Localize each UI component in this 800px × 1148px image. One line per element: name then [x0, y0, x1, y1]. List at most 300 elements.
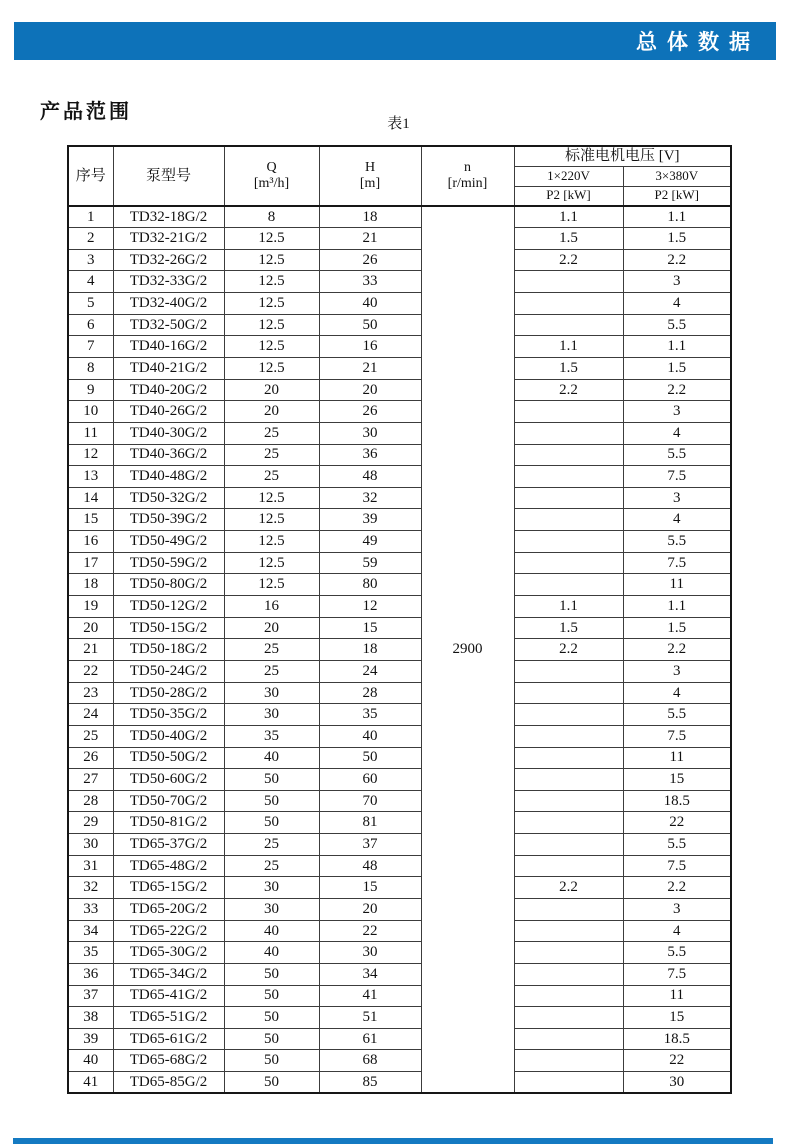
- p380-cell: 3: [623, 487, 731, 509]
- q-cell: 50: [224, 1050, 319, 1072]
- q-cell: 12.5: [224, 293, 319, 315]
- seq-cell: 28: [68, 790, 113, 812]
- p380-cell: 1.5: [623, 357, 731, 379]
- q-cell: 12.5: [224, 336, 319, 358]
- model-cell: TD50-24G/2: [113, 660, 224, 682]
- p380-cell: 1.1: [623, 206, 731, 228]
- table-body: [68, 206, 731, 1093]
- table-row: [68, 942, 731, 964]
- seq-cell: 19: [68, 596, 113, 618]
- model-cell: TD65-34G/2: [113, 963, 224, 985]
- speed-cell: 2900: [421, 206, 514, 1093]
- p220-cell: [514, 682, 623, 704]
- h-cell: 26: [319, 249, 421, 271]
- header-n-symbol: n: [464, 160, 471, 176]
- table-row: [68, 401, 731, 423]
- model-cell: TD50-39G/2: [113, 509, 224, 531]
- table-row: [68, 790, 731, 812]
- p220-cell: [514, 920, 623, 942]
- h-cell: 41: [319, 985, 421, 1007]
- h-cell: 59: [319, 552, 421, 574]
- q-cell: 50: [224, 1007, 319, 1029]
- q-cell: 50: [224, 985, 319, 1007]
- h-cell: 22: [319, 920, 421, 942]
- h-cell: 36: [319, 444, 421, 466]
- table-row: [68, 877, 731, 899]
- header-model: 泵型号: [113, 146, 224, 206]
- h-cell: 24: [319, 660, 421, 682]
- seq-cell: 14: [68, 487, 113, 509]
- model-cell: TD50-32G/2: [113, 487, 224, 509]
- bottom-rule: [13, 1138, 773, 1144]
- model-cell: TD50-49G/2: [113, 531, 224, 553]
- h-cell: 85: [319, 1072, 421, 1094]
- p220-cell: 1.5: [514, 617, 623, 639]
- model-cell: TD40-21G/2: [113, 357, 224, 379]
- table-row: [68, 552, 731, 574]
- p380-cell: 1.1: [623, 596, 731, 618]
- table-row: [68, 228, 731, 250]
- seq-cell: 22: [68, 660, 113, 682]
- table-row: [68, 963, 731, 985]
- h-cell: 68: [319, 1050, 421, 1072]
- q-cell: 40: [224, 942, 319, 964]
- model-cell: TD65-85G/2: [113, 1072, 224, 1094]
- q-cell: 12.5: [224, 509, 319, 531]
- model-cell: TD40-16G/2: [113, 336, 224, 358]
- p220-cell: [514, 660, 623, 682]
- seq-cell: 9: [68, 379, 113, 401]
- p220-cell: 1.1: [514, 206, 623, 228]
- h-cell: 39: [319, 509, 421, 531]
- table-row: [68, 422, 731, 444]
- table-row: [68, 249, 731, 271]
- header-q-unit: [m³/h]: [253, 176, 290, 191]
- q-cell: 20: [224, 379, 319, 401]
- h-cell: 20: [319, 379, 421, 401]
- model-cell: TD50-60G/2: [113, 769, 224, 791]
- p380-cell: 3: [623, 271, 731, 293]
- table-caption: 表1: [387, 116, 410, 132]
- model-cell: TD50-12G/2: [113, 596, 224, 618]
- header-h: [319, 146, 421, 206]
- p220-cell: 1.5: [514, 357, 623, 379]
- seq-cell: 8: [68, 357, 113, 379]
- p380-cell: 18.5: [623, 790, 731, 812]
- model-cell: TD50-70G/2: [113, 790, 224, 812]
- seq-cell: 18: [68, 574, 113, 596]
- model-cell: TD50-18G/2: [113, 639, 224, 661]
- q-cell: 30: [224, 682, 319, 704]
- model-cell: TD50-50G/2: [113, 747, 224, 769]
- seq-cell: 16: [68, 531, 113, 553]
- p380-cell: 18.5: [623, 1028, 731, 1050]
- p380-cell: 5.5: [623, 704, 731, 726]
- header-n: [421, 146, 514, 206]
- header-seq: 序号: [68, 146, 113, 206]
- table-row: [68, 379, 731, 401]
- q-cell: 30: [224, 704, 319, 726]
- table-row: [68, 1072, 731, 1094]
- table-row: [68, 660, 731, 682]
- seq-cell: 40: [68, 1050, 113, 1072]
- h-cell: 50: [319, 314, 421, 336]
- table-header: [68, 146, 731, 206]
- model-cell: TD32-18G/2: [113, 206, 224, 228]
- p380-cell: 5.5: [623, 834, 731, 856]
- q-cell: 12.5: [224, 249, 319, 271]
- seq-cell: 15: [68, 509, 113, 531]
- h-cell: 12: [319, 596, 421, 618]
- table-row: [68, 293, 731, 315]
- seq-cell: 23: [68, 682, 113, 704]
- seq-cell: 1: [68, 206, 113, 228]
- q-cell: 50: [224, 1072, 319, 1094]
- p220-cell: [514, 509, 623, 531]
- table-row: [68, 314, 731, 336]
- model-cell: TD65-20G/2: [113, 899, 224, 921]
- q-cell: 30: [224, 877, 319, 899]
- seq-cell: 25: [68, 725, 113, 747]
- p380-cell: 7.5: [623, 552, 731, 574]
- p380-cell: 7.5: [623, 855, 731, 877]
- p380-cell: 2.2: [623, 639, 731, 661]
- p220-cell: [514, 855, 623, 877]
- p220-cell: [514, 769, 623, 791]
- p220-cell: [514, 790, 623, 812]
- model-cell: TD32-26G/2: [113, 249, 224, 271]
- p220-cell: [514, 899, 623, 921]
- h-cell: 20: [319, 899, 421, 921]
- p380-cell: 4: [623, 509, 731, 531]
- q-cell: 30: [224, 899, 319, 921]
- model-cell: TD40-48G/2: [113, 466, 224, 488]
- p220-cell: [514, 487, 623, 509]
- model-cell: TD40-20G/2: [113, 379, 224, 401]
- table-row: [68, 855, 731, 877]
- header-h-symbol: H: [364, 160, 376, 176]
- table-row: [68, 1050, 731, 1072]
- q-cell: 12.5: [224, 314, 319, 336]
- p220-cell: [514, 314, 623, 336]
- h-cell: 49: [319, 531, 421, 553]
- p220-cell: [514, 1050, 623, 1072]
- p380-cell: 7.5: [623, 963, 731, 985]
- h-cell: 28: [319, 682, 421, 704]
- p380-cell: 4: [623, 422, 731, 444]
- product-range-table: [67, 145, 732, 1094]
- p220-cell: [514, 466, 623, 488]
- p380-cell: 3: [623, 899, 731, 921]
- q-cell: 12.5: [224, 357, 319, 379]
- h-cell: 61: [319, 1028, 421, 1050]
- table-row: [68, 769, 731, 791]
- p220-cell: [514, 1007, 623, 1029]
- seq-cell: 20: [68, 617, 113, 639]
- p220-cell: 2.2: [514, 379, 623, 401]
- q-cell: 16: [224, 596, 319, 618]
- q-cell: 25: [224, 660, 319, 682]
- table-row: [68, 747, 731, 769]
- h-cell: 32: [319, 487, 421, 509]
- q-cell: 40: [224, 920, 319, 942]
- p380-cell: 15: [623, 1007, 731, 1029]
- banner-title: 总体数据: [636, 31, 760, 54]
- table-row: [68, 444, 731, 466]
- p220-cell: [514, 963, 623, 985]
- seq-cell: 24: [68, 704, 113, 726]
- h-cell: 33: [319, 271, 421, 293]
- h-cell: 50: [319, 747, 421, 769]
- model-cell: TD32-21G/2: [113, 228, 224, 250]
- p220-cell: [514, 1028, 623, 1050]
- p380-cell: 1.1: [623, 336, 731, 358]
- seq-cell: 3: [68, 249, 113, 271]
- p220-cell: [514, 444, 623, 466]
- p220-cell: 2.2: [514, 639, 623, 661]
- table-row: [68, 639, 731, 661]
- p380-cell: 4: [623, 682, 731, 704]
- model-cell: TD50-81G/2: [113, 812, 224, 834]
- model-cell: TD50-59G/2: [113, 552, 224, 574]
- p380-cell: 11: [623, 985, 731, 1007]
- q-cell: 25: [224, 422, 319, 444]
- p220-cell: [514, 834, 623, 856]
- table-row: [68, 466, 731, 488]
- h-cell: 30: [319, 942, 421, 964]
- p380-cell: 1.5: [623, 617, 731, 639]
- seq-cell: 39: [68, 1028, 113, 1050]
- table-row: [68, 531, 731, 553]
- h-cell: 70: [319, 790, 421, 812]
- header-q-symbol: Q: [266, 160, 277, 176]
- model-cell: TD32-33G/2: [113, 271, 224, 293]
- table-row: [68, 812, 731, 834]
- p380-cell: 2.2: [623, 249, 731, 271]
- p220-cell: [514, 531, 623, 553]
- table-row: [68, 206, 731, 228]
- h-cell: 35: [319, 704, 421, 726]
- p380-cell: 5.5: [623, 531, 731, 553]
- q-cell: 50: [224, 769, 319, 791]
- model-cell: TD65-48G/2: [113, 855, 224, 877]
- seq-cell: 36: [68, 963, 113, 985]
- seq-cell: 32: [68, 877, 113, 899]
- q-cell: 12.5: [224, 271, 319, 293]
- seq-cell: 41: [68, 1072, 113, 1094]
- model-cell: TD50-15G/2: [113, 617, 224, 639]
- table-row: [68, 920, 731, 942]
- h-cell: 21: [319, 228, 421, 250]
- h-cell: 18: [319, 639, 421, 661]
- h-cell: 34: [319, 963, 421, 985]
- q-cell: 25: [224, 834, 319, 856]
- table-row: [68, 574, 731, 596]
- p380-cell: 7.5: [623, 466, 731, 488]
- h-cell: 26: [319, 401, 421, 423]
- q-cell: 25: [224, 444, 319, 466]
- p380-cell: 3: [623, 660, 731, 682]
- q-cell: 12.5: [224, 487, 319, 509]
- section-heading: 产品范围: [40, 101, 132, 123]
- p220-cell: [514, 271, 623, 293]
- seq-cell: 4: [68, 271, 113, 293]
- p220-cell: [514, 552, 623, 574]
- seq-cell: 31: [68, 855, 113, 877]
- seq-cell: 34: [68, 920, 113, 942]
- model-cell: TD40-30G/2: [113, 422, 224, 444]
- p220-cell: [514, 293, 623, 315]
- seq-cell: 13: [68, 466, 113, 488]
- header-p2-380: P2 [kW]: [623, 186, 731, 206]
- table-row: [68, 725, 731, 747]
- h-cell: 80: [319, 574, 421, 596]
- h-cell: 48: [319, 466, 421, 488]
- h-cell: 15: [319, 617, 421, 639]
- header-banner: [14, 22, 776, 60]
- p380-cell: 11: [623, 574, 731, 596]
- table-row: [68, 487, 731, 509]
- table-row: [68, 704, 731, 726]
- seq-cell: 33: [68, 899, 113, 921]
- q-cell: 8: [224, 206, 319, 228]
- p380-cell: 15: [623, 769, 731, 791]
- model-cell: TD65-61G/2: [113, 1028, 224, 1050]
- p380-cell: 5.5: [623, 314, 731, 336]
- header-n-unit: [r/min]: [447, 176, 488, 191]
- model-cell: TD40-26G/2: [113, 401, 224, 423]
- table-row: [68, 271, 731, 293]
- table-row: [68, 899, 731, 921]
- h-cell: 18: [319, 206, 421, 228]
- header-v220: 1×220V: [514, 166, 623, 186]
- p220-cell: 2.2: [514, 877, 623, 899]
- seq-cell: 30: [68, 834, 113, 856]
- q-cell: 20: [224, 617, 319, 639]
- p380-cell: 22: [623, 1050, 731, 1072]
- p380-cell: 22: [623, 812, 731, 834]
- table-row: [68, 596, 731, 618]
- p380-cell: 3: [623, 401, 731, 423]
- q-cell: 12.5: [224, 531, 319, 553]
- table-row: [68, 985, 731, 1007]
- table-row: [68, 682, 731, 704]
- header-p2-220: P2 [kW]: [514, 186, 623, 206]
- table-row: [68, 617, 731, 639]
- p220-cell: [514, 401, 623, 423]
- p380-cell: 11: [623, 747, 731, 769]
- seq-cell: 6: [68, 314, 113, 336]
- h-cell: 60: [319, 769, 421, 791]
- seq-cell: 12: [68, 444, 113, 466]
- table-row: [68, 509, 731, 531]
- model-cell: TD65-30G/2: [113, 942, 224, 964]
- q-cell: 50: [224, 790, 319, 812]
- model-cell: TD40-36G/2: [113, 444, 224, 466]
- q-cell: 20: [224, 401, 319, 423]
- seq-cell: 26: [68, 747, 113, 769]
- p220-cell: [514, 422, 623, 444]
- header-h-unit: [m]: [359, 176, 381, 191]
- h-cell: 81: [319, 812, 421, 834]
- p380-cell: 7.5: [623, 725, 731, 747]
- p220-cell: [514, 1072, 623, 1094]
- table-row: [68, 1028, 731, 1050]
- h-cell: 15: [319, 877, 421, 899]
- p220-cell: 1.1: [514, 336, 623, 358]
- h-cell: 37: [319, 834, 421, 856]
- model-cell: TD32-50G/2: [113, 314, 224, 336]
- seq-cell: 11: [68, 422, 113, 444]
- h-cell: 51: [319, 1007, 421, 1029]
- table-row: [68, 834, 731, 856]
- p220-cell: [514, 725, 623, 747]
- q-cell: 40: [224, 747, 319, 769]
- p220-cell: [514, 704, 623, 726]
- p220-cell: [514, 574, 623, 596]
- model-cell: TD65-37G/2: [113, 834, 224, 856]
- header-voltage-group: 标准电机电压 [V]: [514, 146, 731, 166]
- seq-cell: 21: [68, 639, 113, 661]
- h-cell: 21: [319, 357, 421, 379]
- seq-cell: 17: [68, 552, 113, 574]
- seq-cell: 7: [68, 336, 113, 358]
- model-cell: TD50-80G/2: [113, 574, 224, 596]
- p380-cell: 5.5: [623, 444, 731, 466]
- q-cell: 35: [224, 725, 319, 747]
- p380-cell: 2.2: [623, 877, 731, 899]
- p380-cell: 5.5: [623, 942, 731, 964]
- seq-cell: 29: [68, 812, 113, 834]
- h-cell: 40: [319, 293, 421, 315]
- table-row: [68, 336, 731, 358]
- q-cell: 25: [224, 855, 319, 877]
- q-cell: 12.5: [224, 228, 319, 250]
- header-q: [224, 146, 319, 206]
- h-cell: 30: [319, 422, 421, 444]
- model-cell: TD50-40G/2: [113, 725, 224, 747]
- q-cell: 50: [224, 812, 319, 834]
- p220-cell: 1.1: [514, 596, 623, 618]
- model-cell: TD32-40G/2: [113, 293, 224, 315]
- table-row: [68, 357, 731, 379]
- p220-cell: [514, 985, 623, 1007]
- q-cell: 12.5: [224, 574, 319, 596]
- p380-cell: 4: [623, 920, 731, 942]
- model-cell: TD50-28G/2: [113, 682, 224, 704]
- p220-cell: 2.2: [514, 249, 623, 271]
- p380-cell: 2.2: [623, 379, 731, 401]
- seq-cell: 35: [68, 942, 113, 964]
- seq-cell: 5: [68, 293, 113, 315]
- p220-cell: [514, 812, 623, 834]
- model-cell: TD65-15G/2: [113, 877, 224, 899]
- p380-cell: 1.5: [623, 228, 731, 250]
- p220-cell: [514, 942, 623, 964]
- seq-cell: 38: [68, 1007, 113, 1029]
- model-cell: TD65-68G/2: [113, 1050, 224, 1072]
- p220-cell: [514, 747, 623, 769]
- h-cell: 16: [319, 336, 421, 358]
- seq-cell: 10: [68, 401, 113, 423]
- p380-cell: 4: [623, 293, 731, 315]
- seq-cell: 27: [68, 769, 113, 791]
- q-cell: 25: [224, 639, 319, 661]
- h-cell: 48: [319, 855, 421, 877]
- p380-cell: 30: [623, 1072, 731, 1094]
- q-cell: 12.5: [224, 552, 319, 574]
- h-cell: 40: [319, 725, 421, 747]
